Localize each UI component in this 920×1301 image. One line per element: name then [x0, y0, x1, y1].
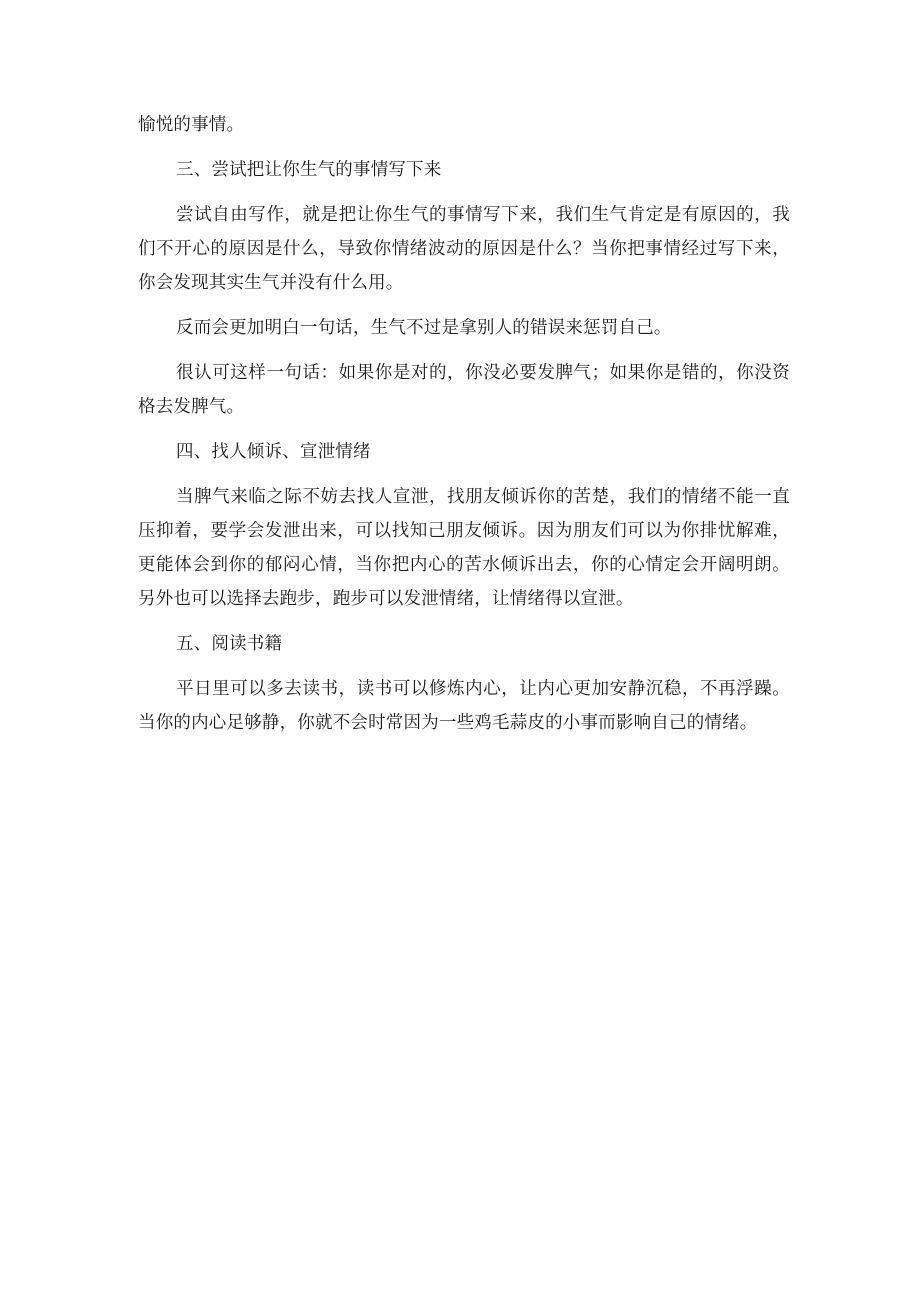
paragraph-continuation: 愉悦的事情。 — [138, 115, 245, 135]
paragraph: 反而会更加明白一句话，生气不过是拿别人的错误来惩罚自己。 — [176, 318, 672, 338]
paragraph: 当脾气来临之际不妨去找人宣泄，找朋友倾诉你的苦楚，我们的情绪不能一直压抑着，要学会发泄出来，可以找知己朋友倾诉。因为朋友们可以为你排忧解难，更能体会到你的郁闷心情，当你把内心的苦水倾诉出去，你的心情定会开阔明朗。另外也可以选择去跑步，跑步可以发泄情绪，让情绪得以宣泄。 — [138, 487, 790, 609]
paragraph: 很认可这样一句话：如果你是对的，你没必要发脾气；如果你是错的，你没资格去发脾气。 — [138, 363, 790, 417]
section-heading-4: 四、找人倾诉、宣泄情绪 — [176, 442, 371, 462]
document-body — [138, 108, 790, 751]
paragraph: 平日里可以多去读书，读书可以修炼内心，让内心更加安静沉稳，不再浮躁。当你的内心足够静，你就不会时常因为一些鸡毛蒜皮的小事而影响自己的情绪。 — [138, 679, 790, 733]
section-heading-3: 三、尝试把让你生气的事情写下来 — [176, 160, 442, 180]
paragraph: 尝试自由写作，就是把让你生气的事情写下来，我们生气肯定是有原因的，我们不开心的原因是什么，导致你情绪波动的原因是什么？当你把事情经过写下来，你会发现其实生气并没有什么用。 — [138, 205, 790, 293]
section-heading-5: 五、阅读书籍 — [176, 634, 283, 654]
